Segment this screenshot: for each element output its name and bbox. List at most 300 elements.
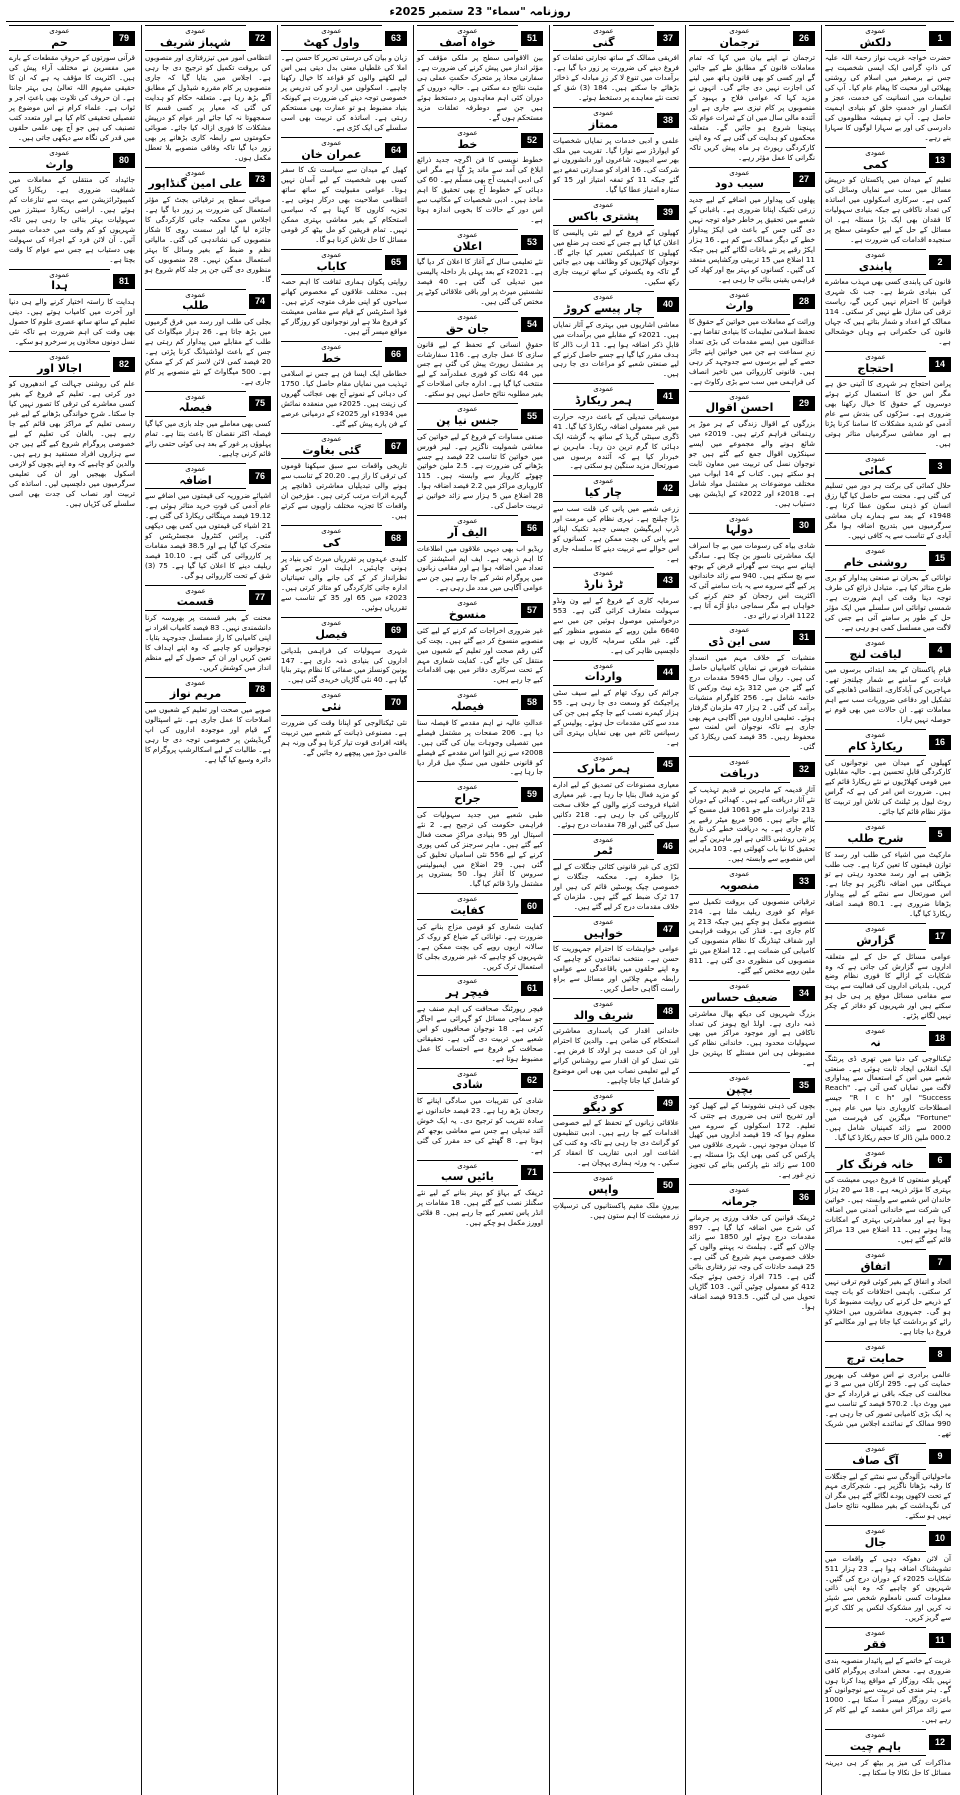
clue-entry: [281, 433, 407, 521]
entry-title-block: [553, 752, 654, 778]
entry-title: فیصلہ: [450, 700, 485, 713]
clue-entry: [417, 597, 543, 685]
entry-header: [145, 167, 271, 193]
entry-title-block: [553, 1172, 654, 1198]
entry-number: 45: [657, 757, 679, 772]
entry-body: افریقی ممالک کے ساتھ تجارتی تعلقات کو فروغ دینے کی ضرورت پر زور دیا گیا ہے۔ برآمدات میں تنوع لا کر زرِ مبادلہ کے ذخائر بڑھائے جا سکتے ہیں۔ 184 (3) شق کے تحت نئے معاہدے پر دستخط ہوئے۔: [553, 53, 679, 103]
entry-title: کمائی: [858, 463, 893, 477]
entry-header: [417, 1068, 543, 1094]
entry-title: گنی: [592, 35, 615, 49]
newspaper-column: [141, 25, 274, 1795]
entry-title-block: [825, 351, 926, 377]
entry-subtitle: عمودی: [865, 1629, 886, 1638]
clue-entry: [9, 351, 135, 509]
entry-subtitle: عمودی: [729, 758, 750, 767]
entry-title: واپس: [588, 1182, 619, 1196]
entry-subtitle: عمودی: [593, 569, 614, 578]
entry-number: 33: [793, 874, 815, 889]
entry-title-block: [417, 25, 518, 51]
clue-entry: [689, 513, 815, 621]
entry-title: ضعیف حساس: [701, 990, 778, 1004]
entry-number: 13: [929, 153, 951, 168]
entry-number: 70: [385, 695, 407, 710]
entry-title-block: [689, 756, 790, 782]
entry-title-block: [9, 269, 110, 295]
entry-title: حم: [51, 35, 68, 49]
entry-subtitle: عمودی: [185, 392, 206, 401]
entry-body: بزرگوں کے اقوال زندگی کے ہر موڑ پر رہنمائی فراہم کرتے ہیں۔ 2019ء میں شائع ہونے والے مجموعے میں ایسے سینکڑوں اقوال جمع کیے گئے ہیں جو نوجوان نسل کی تربیت میں معاون ثابت ہو سکتے ہیں۔ کتاب کے 14 ابواب میں مختلف موضوعات پر مشتمل مواد شامل ہے۔ 2018ء اور 2022ء کے ایڈیشن بھی دستیاب ہیں۔: [689, 419, 816, 508]
entry-subtitle: عمودی: [321, 342, 342, 351]
entry-subtitle: عمودی: [321, 250, 342, 259]
entry-title-block: [553, 567, 654, 593]
entry-header: [825, 923, 951, 949]
entry-title: فیصلہ: [178, 401, 213, 415]
entry-header: [9, 25, 135, 51]
masthead-text: روزنامہ "سماء" 23 ستمبر 2025ء: [389, 5, 571, 18]
entry-title: ہمر مارک: [576, 762, 631, 776]
entry-title-block: [825, 453, 926, 479]
entry-subtitle: عمودی: [593, 1092, 614, 1100]
entry-body: ہدایت کا راستہ اختیار کرنے والے ہی دنیا اور آخرت میں کامیاب ہوتے ہیں۔ دینی تعلیم کے ساتھ ساتھ عصری علوم کا حصول بھی وقت کی اہم ضرورت ہے تاکہ نئی نسل دونوں محاذوں پر سرخرو ہو سکے۔: [8, 297, 135, 346]
clue-entry: [417, 25, 543, 123]
entry-title: کی: [322, 535, 341, 549]
entry-number: 39: [657, 205, 679, 220]
entry-title: جال: [864, 1535, 887, 1549]
entry-subtitle: عمودی: [865, 823, 886, 832]
entry-subtitle: عمودی: [321, 138, 342, 147]
entry-body: علاقائی زبانوں کے تحفظ کے لیے خصوصی اقدامات کیے جا رہے ہیں۔ ادبی تنظیموں کو گرانٹ دی جا رہی ہے تاکہ وہ کتب کی اشاعت اور ادبی تقاریب کا انعقاد کر سکیں۔ یہ ورثہ ہماری پہچان ہے۔: [553, 1118, 679, 1168]
entry-title-block: [553, 199, 654, 225]
entry-header: [825, 147, 951, 173]
clue-entry: [825, 1525, 951, 1623]
entry-header: [417, 893, 543, 919]
entry-subtitle: عمودی: [865, 1149, 886, 1157]
clue-entry: [825, 1729, 951, 1777]
entry-number: 2: [929, 255, 951, 270]
entry-number: 9: [929, 1449, 951, 1464]
clue-entry: [281, 617, 407, 685]
entry-title-block: [825, 25, 926, 51]
entry-number: 49: [657, 1096, 679, 1111]
entry-body: تعلیم کے میدان میں پاکستان کو درپیش مسائل میں سب سے نمایاں وسائل کی کمی ہے۔ سرکاری اسکولوں میں اساتذہ کی تعداد ناکافی ہے جبکہ بنیادی سہولیات کا فقدان بھی ایک بڑا مسئلہ ہے۔ ان مسائل کے حل کے لیے حکومتی سطح پر سنجیدہ اقدامات کی ضرورت ہے۔: [825, 175, 951, 244]
entry-title: جرمانہ: [721, 1194, 758, 1208]
entry-header: [553, 998, 679, 1024]
entry-subtitle: عمودی: [865, 1731, 886, 1740]
entry-number: 6: [929, 1153, 951, 1168]
entry-subtitle: عمودی: [185, 168, 206, 177]
entry-title-block: [689, 513, 790, 539]
clue-entry: [145, 167, 271, 285]
clue-entry: [281, 137, 407, 245]
entry-title-block: [281, 689, 382, 715]
entry-body: سرمایہ کاری کے فروغ کے لیے ون ونڈو سہولت متعارف کرائی گئی ہے۔ 553 درخواستیں موصول ہوئیں جن میں سے 6640 ملین روپے کے منصوبے منظور کیے گئے۔ غیر ملکی سرمایہ کاروں نے بھی دلچسپی ظاہر کی ہے۔: [553, 595, 679, 655]
entry-header: [281, 341, 407, 367]
entry-header: [281, 249, 407, 275]
entry-subtitle: عمودی: [865, 1251, 886, 1259]
entry-subtitle: عمودی: [185, 290, 206, 299]
entry-title: ہدا: [51, 279, 68, 293]
entry-title-block: [825, 1525, 926, 1551]
clue-entry: [281, 249, 407, 337]
clue-entry: [417, 515, 543, 593]
entry-title-block: [689, 624, 790, 650]
entry-title: ٹرڈ نارڈ: [583, 578, 624, 592]
entry-body: بزرگ شہریوں کی دیکھ بھال معاشرتی ذمہ داری ہے۔ اولڈ ایج ہومز کی تعداد ناکافی ہے اور موجود مراکز میں بھی سہولیات محدود ہیں۔ خاندانی نظام کی مضبوطی ہی اس مسئلے کا بہترین حل ہے۔: [689, 1008, 815, 1068]
clue-entry: [825, 249, 951, 347]
clue-entry: [145, 289, 271, 387]
entry-header: [689, 513, 815, 539]
entry-subtitle: عمودی: [457, 895, 478, 904]
entry-title: دولہا: [725, 523, 754, 537]
entry-title-block: [281, 525, 382, 551]
entry-title-block: [281, 137, 382, 163]
entry-title: قسمت: [176, 595, 215, 609]
entry-header: [689, 624, 815, 650]
entry-title-block: [9, 147, 110, 173]
entry-title: فیچر ہر: [445, 986, 490, 1000]
entry-title: کمی: [863, 157, 888, 171]
clue-entry: [417, 893, 543, 971]
entry-subtitle: عمودی: [457, 1161, 478, 1170]
entry-subtitle: عمودی: [593, 1174, 614, 1183]
entry-subtitle: عمودی: [865, 546, 886, 555]
entry-header: [9, 351, 135, 377]
entry-subtitle: عمودی: [593, 999, 614, 1008]
entry-title-block: [689, 1072, 790, 1098]
entry-title: حمایت ترچ: [846, 1351, 905, 1365]
clue-entry: [689, 624, 815, 752]
entry-number: 46: [657, 839, 679, 854]
entry-body: حلال کمائی کی برکت ہر دور میں تسلیم کی گئی ہے۔ محنت سے حاصل کیا گیا رزق انسان کو ذہنی سکون عطا کرتا ہے۔ 1948ء کے بعد سے ہمارے ہاں معاشی سرگرمیوں میں بتدریج اضافہ ہوا مگر آبادی کے تناسب سے یہ کافی نہیں۔: [825, 481, 951, 540]
entry-number: 26: [793, 31, 815, 46]
entry-subtitle: عمودی: [49, 27, 70, 35]
entry-header: [689, 868, 815, 894]
clue-entry: [417, 229, 543, 307]
clue-entry: [417, 1068, 543, 1156]
entry-subtitle: عمودی: [729, 392, 750, 401]
entry-header: [553, 25, 679, 51]
entry-title-block: [689, 391, 790, 417]
clue-entry: [417, 127, 543, 225]
entry-body: انتظامی امور میں تیزرفتاری اور منصوبوں کی بروقت تکمیل کو ترجیح دی جا رہی ہے۔ اجلاس میں بتایا گیا کہ جاری منصوبوں پر کام مقررہ شیڈول کے مطابق آگے بڑھ رہا ہے۔ متعلقہ حکام کو ہدایت کی گئی کہ معیار پر کسی قسم کا سمجھوتا نہ کیا جائے اور عوام کو درپیش مشکلات کا فوری ازالہ کیا جائے۔ صوبائی حکومتوں سے رابطہ کاری بڑھانے پر بھی زور دیا گیا تاکہ وفاقی منصوبے بلا تعطل مکمل ہوں۔: [145, 53, 271, 162]
entry-header: [825, 1341, 951, 1367]
entry-body: وراثت کے معاملات میں خواتین کے حقوق کا تحفظ اسلامی تعلیمات کا بنیادی تقاضا ہے۔ عدالتوں میں ایسے مقدمات کی بڑی تعداد زیرِ سماعت ہے جن میں خواتین اپنے جائز حصے کے لیے برسوں سے جدوجہد کر رہی ہیں۔ قانونی کارروائی میں تاخیر انصاف کی فراہمی میں سب سے بڑی رکاوٹ ہے۔: [688, 317, 815, 386]
entry-title: باہم چیت: [849, 1739, 902, 1753]
entry-header: [553, 567, 679, 593]
entry-title-block: [145, 585, 246, 611]
clue-entry: [825, 1443, 951, 1521]
entry-title-block: [9, 25, 110, 51]
entry-number: 77: [249, 590, 271, 605]
entry-title: چار پیسے کروڑ: [564, 301, 643, 315]
entry-body: آن لائن دھوکہ دہی کے واقعات میں تشویشناک اضافہ ہوا ہے۔ 23 ہزار 511 شکایات 2025ء کے دوران درج کی گئیں۔ شہریوں کو چاہیے کہ وہ اپنی ذاتی معلومات کسی نامعلوم شخص سے شیئر نہ کریں اور مشکوک لنکس پر کلک کرنے سے گریز کریں۔: [825, 1553, 951, 1623]
entry-subtitle: عمودی: [457, 231, 478, 239]
masthead: [6, 4, 954, 22]
entry-header: [825, 1147, 951, 1173]
entry-header: [825, 1627, 951, 1653]
entry-number: 59: [521, 787, 543, 802]
entry-title-block: [417, 1160, 518, 1186]
entry-header: [825, 545, 951, 571]
entry-body: عالمی برادری نے اس موقف کی بھرپور حمایت کی ہے۔ 295 ارکان میں سے 3 نے مخالفت کی جبکہ باقی نے قرارداد کے حق میں ووٹ دیا۔ 570.2 فیصد کے تناسب سے یہ ایک بڑی کامیابی تصور کی جا رہی ہے۔ 990 ممالک کے نمائندے اجلاس میں شریک تھے۔: [825, 1369, 951, 1439]
entry-header: [145, 463, 271, 489]
entry-number: 65: [385, 255, 407, 270]
entry-number: 66: [385, 347, 407, 362]
entry-title: ریکارڈ کام: [848, 739, 903, 753]
entry-number: 55: [521, 409, 543, 424]
entry-header: [689, 1072, 815, 1098]
entry-number: 52: [521, 133, 543, 148]
entry-body: پرامن احتجاج ہر شہری کا آئینی حق ہے مگر اس حق کا استعمال کرتے ہوئے دوسروں کے حقوق کا خیال رکھنا بھی ضروری ہے۔ سڑکوں کی بندش سے عام آدمی کو شدید مشکلات کا سامنا کرنا پڑتا ہے اور معاشی سرگرمیاں متاثر ہوتی ہیں۔: [825, 379, 951, 448]
entry-body: غربت کے خاتمے کے لیے پائیدار منصوبہ بندی ضروری ہے۔ محض امدادی پروگرام کافی نہیں بلکہ روزگار کے مواقع پیدا کرنا ہوں گے۔ ہنر مندی کی تربیت سے نوجوانوں کو باعزت روزگار میسر آ سکتا ہے۔ 1000 سے زائد مراکز اس مقصد کے لیے کام کر رہے ہیں۔: [825, 1655, 951, 1725]
entry-body: ترقیاتی منصوبوں کی بروقت تکمیل سے عوام کو فوری ریلیف ملتا ہے۔ 214 منصوبے مکمل ہو چکے ہیں جبکہ 213 پر کام جاری ہے۔ فنڈز کی بروقت فراہمی اور شفاف ٹینڈرنگ کا نظام منصوبوں کی کامیابی کی ضمانت ہے۔ 12 اضلاع میں نئے منصوبوں کی منظوری دی گئی ہے۔ 811 ملین روپے مختص کیے گئے۔: [689, 896, 816, 976]
entry-header: [825, 821, 951, 847]
entry-title-block: [825, 923, 926, 949]
newspaper-column: [549, 25, 682, 1795]
entry-body: ٹیکنالوجی کی دنیا میں تھری ڈی پرنٹنگ ایک انقلابی ایجاد ثابت ہوئی ہے۔ صنعتی شعبے میں اس کے استعمال سے پیداواری لاگت میں نمایاں کمی آئی ہے۔ "Reach Success" اور "R I c h" جیسے اصطلاحات کاروباری دنیا میں عام ہیں۔ "Fortune" میگزین کی فہرست میں 2000 سے زائد کمپنیاں شامل ہیں۔ 000.2 ملین ڈالر کا حجم ریکارڈ کیا گیا۔: [825, 1053, 952, 1143]
entry-subtitle: عمودی: [729, 1186, 750, 1195]
clue-entry: [825, 351, 951, 449]
newspaper-column: [413, 25, 546, 1795]
clue-entry: [825, 1627, 951, 1725]
entry-header: [145, 677, 271, 703]
clue-entry: [553, 1172, 679, 1220]
entry-body: پھلوں کی پیداوار میں اضافے کے لیے جدید زرعی تکنیک اپنانا ضروری ہے۔ باغبانی کے شعبے میں تحقیق پر خاطر خواہ توجہ نہیں دی گئی جس کے باعث فی ایکڑ پیداوار خطے کے دیگر ممالک سے کم ہے۔ 16 ہزار ایکڑ رقبے پر نئے باغات لگائے گئے ہیں جبکہ 11 اضلاع میں 15 تربیتی ورکشاپس منعقد کی گئیں۔ کسانوں کو بہتر بیج اور کھاد کی فراہمی یقینی بنائی جا رہی ہے۔: [689, 195, 815, 284]
entry-header: [417, 515, 543, 541]
entry-number: 74: [249, 294, 271, 309]
clue-entry: [281, 689, 407, 757]
clue-entry: [553, 383, 679, 471]
clue-entry: [9, 147, 135, 265]
entry-title-block: [281, 341, 382, 367]
entry-body: علم کی روشنی جہالت کے اندھیروں کو دور کرتی ہے۔ تعلیم کے فروغ کے بغیر کسی معاشرے کی ترقی کا تصور نہیں کیا جا سکتا۔ شرحِ خواندگی بڑھانے کے لیے غیر رسمی تعلیم کے مراکز بھی قائم کیے جا رہے ہیں۔ بالغان کی تعلیم کے لیے خصوصی پروگرام شروع کیے گئے ہیں جن سے ہزاروں افراد مستفید ہو رہے ہیں۔ والدین کو چاہیے کہ وہ اپنے بچوں کو لازمی اسکول بھیجیں اور ان کی تعلیمی سرگرمیوں میں دلچسپی لیں۔ اساتذہ کی تربیت اور نصاب کی جدت بھی اسی سلسلے کی کڑیاں ہیں۔: [9, 379, 135, 508]
entry-title-block: [145, 463, 246, 489]
entry-subtitle: عمودی: [865, 148, 886, 157]
entry-header: [9, 269, 135, 295]
clue-entry: [689, 167, 815, 285]
entry-title: ٹمر: [594, 844, 613, 858]
entry-title: کو دیگو: [583, 1100, 624, 1114]
entry-number: 82: [113, 357, 135, 372]
entry-title-block: [553, 291, 654, 317]
entry-number: 58: [521, 695, 543, 710]
clue-entry: [825, 729, 951, 817]
entry-body: نئی ٹیکنالوجی کو اپنانا وقت کی ضرورت ہے۔ مصنوعی ذہانت کے شعبے میں تربیت یافتہ افرادی قوت تیار کرنا ہو گی ورنہ ہم عالمی دوڑ میں پیچھے رہ جائیں گے۔: [281, 717, 407, 757]
entry-number: 28: [793, 294, 815, 309]
entry-subtitle: عمودی: [457, 27, 478, 35]
entry-body: عدالتِ عالیہ نے اہم مقدمے کا فیصلہ سنا دیا ہے۔ 206 صفحات پر مشتمل فیصلے میں تفصیلی وجوہات بیان کی گئی ہیں۔ 2008ء سے زیرِ التوا اس مقدمے کے فیصلے کو قانونی حلقوں میں سنگِ میل قرار دیا جا رہا ہے۔: [417, 717, 543, 777]
clue-entry: [825, 453, 951, 541]
entry-number: 7: [929, 1255, 951, 1270]
entry-title: اضافہ: [179, 473, 212, 487]
clue-entry: [553, 1090, 679, 1168]
entry-subtitle: عمودی: [729, 982, 750, 991]
entry-body: تاریخی واقعات سے سبق سیکھنا قوموں کی ترقی کا راز ہے۔ 20.20 کے تناسب سے ہونے والی تبدیلیاں معاشرتی ڈھانچے پر گہرے اثرات مرتب کرتی ہیں۔ مؤرخین ان واقعات کا تجزیہ مختلف زاویوں سے کرتے ہیں۔: [281, 461, 407, 521]
entry-body: کھیلوں کے فروغ کے لیے نئی پالیسی کا اعلان کیا گیا ہے جس کے تحت ہر ضلع میں کھیلوں کا کمپلیکس تعمیر کیا جائے گا۔ نوجوان کھلاڑیوں کو وظائف بھی دیے جائیں گے تاکہ وہ یکسوئی کے ساتھ تربیت جاری رکھ سکیں۔: [553, 227, 679, 287]
clue-entry: [825, 147, 951, 245]
entry-title-block: [553, 475, 654, 501]
entry-body: زبان و بیان کی درستی تحریر کا حسن ہے۔ املا کی غلطیاں معنی بدل دیتی ہیں اس لیے لکھنے والوں کو قواعد کا خیال رکھنا چاہیے۔ اسکولوں میں اردو کی تدریس پر خصوصی توجہ دینے کی ضرورت ہے کیونکہ بنیاد مضبوط ہو تو عمارت بھی مستحکم رہتی ہے۔ اساتذہ کی تربیت بھی اسی سلسلے کی ایک کڑی ہے۔: [281, 53, 407, 132]
entry-title-block: [825, 1147, 926, 1173]
entry-title-block: [417, 893, 518, 919]
entry-header: [825, 1525, 951, 1551]
entry-body: خطوط نویسی کا فن اگرچہ جدید ذرائع ابلاغ کی آمد سے ماند پڑ گیا ہے مگر اس کی ادبی اہمیت آج بھی مسلّم ہے۔ 60 کی دہائی کے خطوط آج بھی تحقیق کا اہم ماخذ ہیں۔ ادبی شخصیات کے مکاتیب سے اس دور کے حالات کا بخوبی اندازہ ہوتا ہے۔: [417, 155, 543, 225]
entry-header: [825, 1249, 951, 1275]
entry-title-block: [417, 781, 518, 807]
entry-title: نئی: [321, 700, 342, 713]
entry-body: جائیداد کی منتقلی کے معاملات میں شفافیت ضروری ہے۔ ریکارڈ کی کمپیوٹرائزیشن سے بہت سے تنازعات کم ہوئے ہیں۔ اراضی ریکارڈ سینٹرز میں سہولیات بہتر بنائی جا رہی ہیں تاکہ شہریوں کو کم وقت میں خدمات میسر آئیں۔ آن لائن فرد کے اجراء کی سہولت بھی دستیاب ہے جس سے عوام کا وقت بچتا ہے۔: [9, 175, 135, 264]
entry-header: [825, 1443, 951, 1469]
entry-title: وارث: [45, 157, 74, 171]
entry-body: ریڈیو اب بھی دیہی علاقوں میں اطلاعات کا اہم ذریعہ ہے۔ ایف ایم اسٹیشنز کی تعداد میں اضافہ ہوا ہے اور مقامی زبانوں میں پروگرام نشر کیے جا رہے ہیں جن سے عوامی آگاہی میں مدد مل رہی ہے۔: [417, 543, 543, 593]
entry-title-block: [417, 975, 518, 1001]
entry-body: معاشی اشاریوں میں بہتری کے آثار نمایاں ہیں۔ 2021ء کے مقابلے میں برآمدات میں قابلِ ذکر اضافہ ہوا ہے۔ 11 ارب ڈالر کا ہدف مقرر کیا گیا ہے جسے حاصل کرنے کے لیے صنعتی شعبے کو مراعات دی جا رہی ہیں۔: [553, 319, 680, 379]
entry-title: خانہ فرنگ کار: [837, 1157, 914, 1171]
column-container: [6, 25, 954, 1795]
entry-subtitle: عمودی: [321, 619, 342, 628]
entry-header: [825, 351, 951, 377]
entry-subtitle: عمودی: [865, 454, 886, 463]
entry-title: وارث: [725, 299, 754, 313]
entry-number: 37: [657, 31, 679, 46]
clue-entry: [281, 341, 407, 429]
entry-subtitle: عمودی: [865, 731, 886, 740]
entry-header: [281, 25, 407, 51]
entry-subtitle: عمودی: [49, 148, 70, 157]
entry-title: جان حق: [445, 321, 490, 335]
entry-number: 76: [249, 469, 271, 484]
entry-title: فیصل: [315, 627, 348, 641]
entry-subtitle: عمودی: [457, 129, 478, 137]
entry-number: 47: [657, 922, 679, 937]
entry-title-block: [281, 25, 382, 51]
entry-title: واردات: [584, 670, 623, 684]
entry-body: خاندانی اقدار کی پاسداری معاشرتی استحکام کی ضامن ہے۔ والدین کا احترام اور ان کی خدمت ہر اولاد کا فرض ہے۔ نئی نسل کو ان اقدار سے روشناس کرانے کے لیے تعلیمی نصاب میں بھی اس موضوع کو شامل کیا جانا چاہیے۔: [553, 1026, 679, 1086]
clue-entry: [281, 25, 407, 133]
entry-header: [281, 137, 407, 163]
entry-header: [553, 1172, 679, 1198]
entry-title: بائیں سب: [440, 1170, 495, 1184]
entry-number: 53: [521, 235, 543, 250]
clue-entry: [553, 567, 679, 655]
entry-body: حقوقِ انسانی کے تحفظ کے لیے قانون سازی کا عمل جاری ہے۔ 116 سفارشات پر مشتمل رپورٹ پیش کی گئی ہے جس میں 44 نکات کو فوری عملدرآمد کے لیے منتخب کیا گیا ہے۔ ادارہ جاتی اصلاحات کے بغیر مطلوبہ نتائج حاصل نہیں ہو سکتے۔: [417, 339, 543, 399]
entry-body: فیچر رپورٹنگ صحافت کی اہم صنف ہے جو سماجی مسائل کو گہرائی سے اجاگر کرتی ہے۔ 18 نوجوان صحافیوں کو اس شعبے میں تربیت دی گئی ہے۔ تحقیقاتی صحافت کے فروغ سے احتساب کا عمل مضبوط ہوتا ہے۔: [417, 1003, 543, 1063]
clue-entry: [825, 821, 951, 919]
entry-body: ماحولیاتی آلودگی سے نمٹنے کے لیے جنگلات کا رقبہ بڑھانا ناگزیر ہے۔ شجرکاری مہم کے تحت لاکھوں پودے لگائے گئے ہیں مگر ان کی نگہداشت کے بغیر مطلوبہ نتائج حاصل نہیں ہو سکتے۔: [825, 1471, 951, 1521]
entry-number: 18: [929, 1031, 951, 1046]
entry-subtitle: عمودی: [49, 270, 70, 279]
entry-header: [825, 453, 951, 479]
entry-header: [689, 756, 815, 782]
entry-body: شادی بیاہ کی رسومات میں بے جا اسراف ایک معاشرتی ناسور بن چکا ہے۔ سادگی اپنانے سے بہت سے گھرانے قرض کے بوجھ سے بچ سکتے ہیں۔ 940 سے زائد خاندانوں پر کیے گئے سروے سے یہ بات سامنے آئی کہ اکثریت اس رجحان کو ختم کرنے کی خواہاں ہے مگر سماجی دباؤ آڑے آتا ہے۔ 1122 افراد نے رائے دی۔: [689, 540, 816, 620]
clue-entry: [417, 975, 543, 1063]
entry-header: [825, 637, 951, 663]
clue-entry: [145, 391, 271, 459]
newspaper-column: [277, 25, 410, 1795]
entry-title: عمران خان: [301, 147, 362, 161]
entry-number: 38: [657, 113, 679, 128]
entry-subtitle: عمودی: [593, 109, 614, 118]
entry-title: کفایت: [450, 904, 485, 917]
clue-entry: [553, 660, 679, 748]
entry-header: [825, 25, 951, 51]
entry-title: خواہ آصف: [439, 35, 496, 49]
entry-subtitle: عمودی: [321, 435, 342, 443]
clue-entry: [825, 637, 951, 725]
entry-title: خط: [457, 137, 478, 151]
entry-title-block: [417, 515, 518, 541]
clue-entry: [553, 107, 679, 195]
entry-number: 48: [657, 1004, 679, 1019]
entry-subtitle: عمودی: [593, 27, 614, 35]
clue-entry: [553, 916, 679, 994]
entry-subtitle: عمودی: [865, 1527, 886, 1536]
entry-subtitle: عمودی: [185, 27, 206, 35]
entry-title: الیف آر: [447, 525, 488, 539]
entry-title: دلکش: [859, 35, 892, 49]
entry-title: دریافت: [719, 766, 760, 780]
entry-header: [553, 291, 679, 317]
entry-body: کھیل کے میدان سے سیاست تک کا سفر کسی بھی شخصیت کے لیے آسان نہیں ہوتا۔ عوامی مقبولیت کے ساتھ ساتھ انتظامی صلاحیت بھی درکار ہوتی ہے۔ تجزیہ کاروں کا کہنا ہے کہ سیاسی استحکام کے بغیر معاشی بہتری ممکن نہیں۔ تمام فریقین کو مل بیٹھ کر قومی مسائل کا حل تلاش کرنا ہو گا۔: [281, 165, 407, 244]
entry-number: 15: [929, 551, 951, 566]
entry-body: عوامی مسائل کے حل کے لیے متعلقہ اداروں سے گزارش کی جاتی ہے کہ وہ شکایات کے ازالے کا فوری نظام وضع کریں۔ بلدیاتی اداروں کی فعالیت سے بہت سے مقامی مسائل موقع پر ہی حل ہو سکتے ہیں اور شہریوں کو دفاتر کے چکر نہیں لگانے پڑتے۔: [825, 951, 951, 1021]
entry-title-block: [825, 1443, 926, 1469]
entry-subtitle: عمودی: [457, 691, 478, 700]
entry-number: 69: [385, 623, 407, 638]
clue-entry: [9, 269, 135, 347]
clue-entry: [825, 1025, 951, 1143]
entry-title: علی امین گنڈاپور: [148, 177, 243, 191]
entry-title: شریف والد: [573, 1008, 634, 1022]
entry-body: معیاری مصنوعات کی تصدیق کے لیے ادارے کو مزید فعال بنایا جا رہا ہے۔ غیر معیاری اشیاء فروخت کرنے والوں کے خلاف سخت کارروائی کی جا رہی ہے۔ 218 دکانیں سیل کی گئیں اور 78 مقدمات درج ہوئے۔: [553, 780, 679, 829]
entry-subtitle: عمودی: [185, 464, 206, 473]
entry-body: کفایت شعاری کو قومی مزاج بنانے کی ضرورت ہے۔ توانائی کے ضیاع کو روک کر سالانہ اربوں روپے کی بچت ممکن ہے۔ شہریوں کو چاہیے کہ غیر ضروری بجلی کا استعمال ترک کریں۔: [417, 921, 543, 971]
entry-title-block: [689, 167, 790, 193]
entry-title: چار کیا: [584, 486, 623, 500]
entry-title: جنس نیا پن: [436, 413, 499, 427]
entry-title: شرح طلب: [847, 831, 904, 845]
entry-subtitle: عمودی: [457, 599, 478, 608]
entry-header: [825, 1729, 951, 1755]
entry-body: بچوں کی ذہنی نشوونما کے لیے کھیل کود اور تفریح اتنی ہی ضروری ہے جتنی کہ تعلیم۔ 172 اسکولوں کے سروے میں معلوم ہوا کہ 19 فیصد اداروں میں کھیل کا میدان موجود نہیں۔ شہری علاقوں میں پارکس کی کمی بھی ایک بڑا مسئلہ ہے۔ 100 سے زائد نئے پارکس بنانے کی تجویز زیرِ غور ہے۔: [689, 1100, 815, 1180]
entry-title-block: [825, 1249, 926, 1275]
entry-title-block: [825, 545, 926, 571]
entry-number: 67: [385, 439, 407, 454]
entry-body: صوبے میں صحت اور تعلیم کے شعبوں میں اصلاحات کا عمل جاری ہے۔ نئے اسپتالوں کے قیام اور موجودہ اداروں کی اپ گریڈیشن پر خصوصی توجہ دی جا رہی ہے۔ طالبات کے لیے اسکالرشپ پروگرام کا دائرہ وسیع کیا گیا ہے۔: [145, 705, 271, 764]
entry-header: [553, 660, 679, 686]
clue-entry: [689, 289, 815, 387]
entry-body: بیرونِ ملک مقیم پاکستانیوں کی ترسیلاتِ زر معیشت کا اہم ستون ہیں۔: [553, 1200, 679, 1220]
entry-title-block: [145, 391, 246, 417]
entry-title-block: [825, 637, 926, 663]
entry-number: 5: [929, 827, 951, 842]
entry-title: ترجمان: [719, 35, 760, 49]
entry-header: [825, 729, 951, 755]
entry-number: 80: [113, 153, 135, 168]
entry-number: 27: [793, 172, 815, 187]
entry-title-block: [417, 689, 518, 715]
entry-body: شادی کی تقریبات میں سادگی اپنانے کا رجحان بڑھ رہا ہے۔ 23 فیصد خاندانوں نے سادہ تقریب کو ترجیح دی۔ یہ ایک خوش آئند تبدیلی ہے جس سے معاشی بوجھ کم ہوتا ہے۔ 8 گھنٹے کی حد مقرر کی گئی ہے۔: [417, 1095, 544, 1155]
clue-entry: [553, 834, 679, 912]
entry-subtitle: عمودی: [865, 1343, 886, 1352]
entry-number: 44: [657, 665, 679, 680]
entry-header: [825, 1025, 951, 1051]
entry-body: خطاطی ایک ایسا فن ہے جس نے اسلامی تہذیب میں نمایاں مقام حاصل کیا۔ 1750 کی دہائی کے نمونے آج بھی عجائب گھروں کی زینت ہیں۔ 2025ء میں منعقدہ نمائش میں 1934ء اور 2025ء کے درمیانی عرصے کے فن پارے پیش کیے گئے۔: [281, 369, 407, 429]
clue-entry: [9, 25, 135, 143]
entry-title-block: [417, 311, 518, 337]
entry-body: جرائم کی روک تھام کے لیے سیف سٹی پراجیکٹ کو وسعت دی جا رہی ہے۔ 55 ہزار کیمرے نصب کیے جا چکے ہیں جن کی مدد سے کئی مقدمات حل ہوئے۔ پولیس کے رسپانس ٹائم میں بھی نمایاں بہتری آئی ہے۔: [553, 687, 679, 747]
entry-subtitle: عمودی: [185, 678, 206, 687]
